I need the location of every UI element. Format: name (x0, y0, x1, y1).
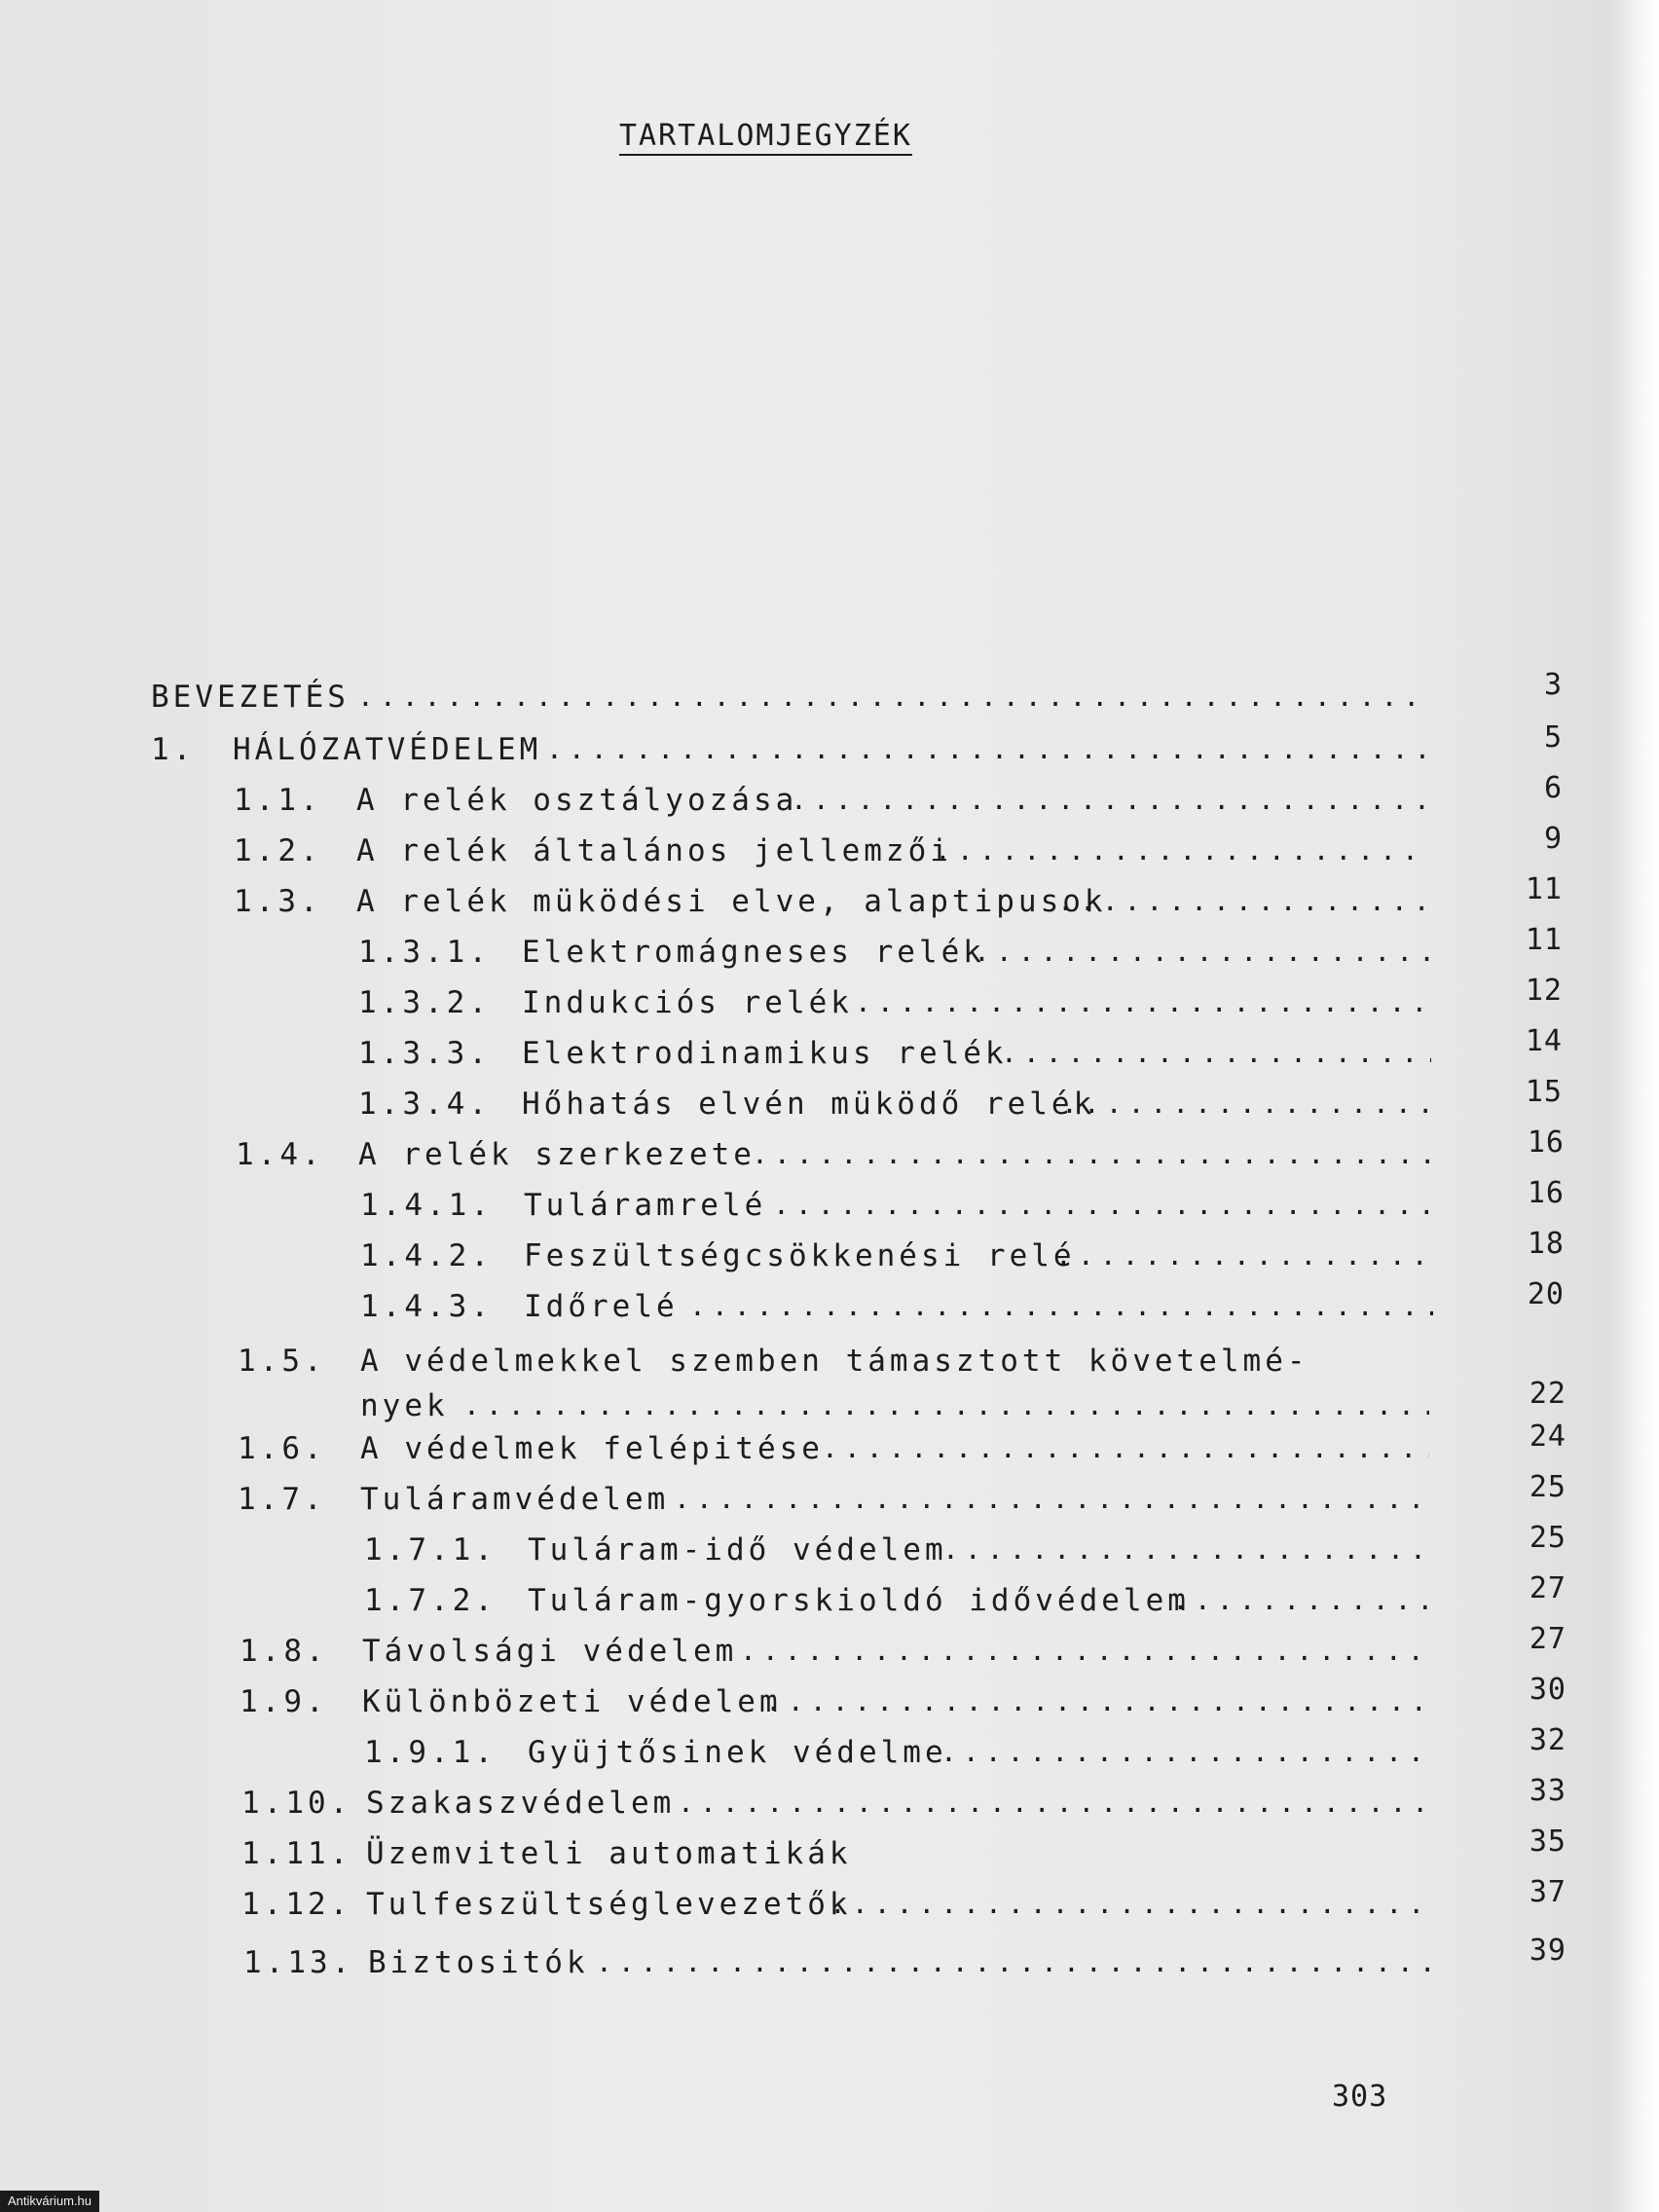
toc-leader-dots (773, 1180, 1433, 1231)
toc-page-number: 33 (1529, 1774, 1567, 1808)
toc-entry-number: 1.4.1. (360, 1188, 493, 1223)
toc-page-number: 6 (1543, 771, 1563, 805)
toc-entry-text-line-1: A védelmekkel szemben támasztott követelmé- (360, 1344, 1309, 1379)
toc-entry-text: A relék müködési elve, alaptipusok (356, 884, 1107, 919)
toc-entry-text: Biztositók (368, 1945, 589, 1980)
toc-leader-dots (940, 1727, 1433, 1778)
toc-entry-text: Feszültségcsökkenési relé (524, 1238, 1076, 1273)
toc-entry-text: Tuláram-gyorskioldó idővédelem (528, 1583, 1190, 1618)
toc-leader-dots (855, 977, 1431, 1028)
toc-entry-number: 1.9. (240, 1684, 328, 1719)
toc-entry-text: Különbözeti védelem (362, 1684, 782, 1719)
toc-page-number: 20 (1527, 1277, 1565, 1311)
toc-entry-number: 1.4. (236, 1137, 324, 1172)
toc-page-number: 27 (1529, 1571, 1567, 1605)
toc-leader-dots (752, 1129, 1431, 1180)
toc-entry-text: Tuláram-idő védelem (528, 1532, 947, 1567)
toc-entry-text: Időrelé (524, 1289, 679, 1324)
toc-entry-number: 1.3.2. (358, 985, 491, 1020)
toc-page-number: 25 (1529, 1470, 1567, 1504)
toc-entry-text-line-2: nyek (360, 1388, 449, 1423)
toc-leader-dots (1001, 1028, 1431, 1079)
toc-page-number: 9 (1543, 822, 1563, 856)
toc-entry-number: 1.2. (234, 833, 322, 868)
toc-entry-text: A relék osztályozása (356, 783, 798, 818)
toc-entry-text: BEVEZETÉS (151, 680, 350, 715)
toc-entry-text: Indukciós relék (522, 985, 853, 1020)
toc-leader-dots (740, 1626, 1433, 1677)
toc-entry-number: 1.10. (241, 1786, 352, 1821)
toc-leader-dots (678, 1778, 1433, 1828)
toc-entry-text: Szakaszvédelem (366, 1786, 676, 1821)
toc-page-number: 16 (1527, 1125, 1565, 1160)
toc-page-number: 18 (1527, 1227, 1565, 1261)
toc-entry-number: 1.13. (243, 1945, 354, 1980)
toc-leader-dots (1061, 1079, 1431, 1129)
toc-entry-text: Hőhatás elvén müködő relék (522, 1087, 1096, 1122)
toc-leader-dots (689, 1281, 1433, 1332)
toc-page-number: 22 (1529, 1377, 1567, 1411)
toc-page-number: 37 (1529, 1875, 1567, 1909)
toc-leader-dots (791, 775, 1429, 826)
page-title: TARTALOMJEGYZÉK (619, 119, 912, 153)
toc-entry-number: 1.12. (241, 1887, 352, 1922)
toc-leader-dots (942, 1525, 1433, 1575)
toc-entry-text: A védelmek felépitése (360, 1431, 824, 1466)
toc-entry-number: 1.1. (234, 783, 322, 818)
toc-entry-number: 1.4.2. (360, 1238, 493, 1273)
toc-leader-dots (830, 1879, 1433, 1930)
toc-leader-dots (1057, 876, 1429, 927)
toc-leader-dots (765, 1677, 1433, 1727)
toc-entry-text: Elektrodinamikus relék (522, 1036, 1008, 1071)
toc-entry-number: 1.7.1. (364, 1532, 497, 1567)
toc-entry-number: 1.9.1. (364, 1735, 497, 1770)
toc-page-number: 11 (1525, 923, 1563, 957)
toc-page-number: 15 (1525, 1075, 1563, 1109)
toc-page-number: 30 (1529, 1673, 1567, 1707)
toc-entry-number: 1.4.3. (360, 1289, 493, 1324)
toc-page-number: 16 (1527, 1176, 1565, 1210)
toc-leader-dots (935, 826, 1429, 876)
toc-page-number: 39 (1529, 1934, 1567, 1968)
toc-entry-number: 1.7. (238, 1482, 326, 1517)
toc-entry-number: 1.3.1. (358, 935, 491, 970)
toc-leader-dots (674, 1474, 1429, 1525)
toc-leader-dots (1055, 1231, 1433, 1281)
toc-entry-number: 1.8. (240, 1634, 328, 1669)
toc-entry-number: 1. (151, 732, 196, 767)
toc-entry-number: 1.6. (238, 1431, 326, 1466)
toc-entry-text: Távolsági védelem (362, 1634, 738, 1669)
toc-entry-text: Tuláramrelé (524, 1188, 767, 1223)
toc-leader-dots (1172, 1575, 1433, 1626)
toc-leader-dots (357, 672, 1428, 722)
toc-entry-number: 1.3.3. (358, 1036, 491, 1071)
toc-entry-text: Tulfeszültséglevezetők (366, 1887, 852, 1922)
toc-page-number: 11 (1525, 872, 1563, 906)
toc-page-number: 27 (1529, 1622, 1567, 1656)
toc-entry-text: Üzemviteli automatikák (366, 1836, 852, 1871)
toc-page-number: 3 (1543, 668, 1563, 702)
toc-leader-dots (596, 1937, 1433, 1988)
toc-entry-number: 1.3.4. (358, 1087, 491, 1122)
toc-entry-text: A relék általános jellemzői (356, 833, 952, 868)
toc-entry-text: A relék szerkezete (358, 1137, 756, 1172)
toc-leader-dots (822, 1423, 1429, 1474)
toc-page-number: 25 (1529, 1521, 1567, 1555)
toc-leader-dots (546, 724, 1428, 775)
toc-entry-text: Elektromágneses relék (522, 935, 985, 970)
toc-page-number: 5 (1543, 720, 1563, 755)
toc-entry-text: Gyüjtősinek védelme (528, 1735, 947, 1770)
toc-entry-text: HÁLÓZATVÉDELEM (233, 732, 542, 767)
toc-entry-number: 1.11. (241, 1836, 352, 1871)
toc-entry-text: Tuláramvédelem (360, 1482, 670, 1517)
toc-page-number: 14 (1525, 1024, 1563, 1058)
toc-page-number: 24 (1529, 1419, 1567, 1454)
toc-leader-dots (974, 927, 1431, 977)
toc-entry-number: 1.7.2. (364, 1583, 497, 1618)
watermark: Antikvárium.hu (0, 2191, 99, 2212)
page-number: 303 (1332, 2080, 1388, 2114)
toc-page-number: 32 (1529, 1723, 1567, 1757)
toc-page-number: 35 (1529, 1825, 1567, 1859)
toc-page-number: 12 (1525, 974, 1563, 1008)
toc-entry-number: 1.5. (238, 1344, 326, 1379)
toc-entry-number: 1.3. (234, 884, 322, 919)
